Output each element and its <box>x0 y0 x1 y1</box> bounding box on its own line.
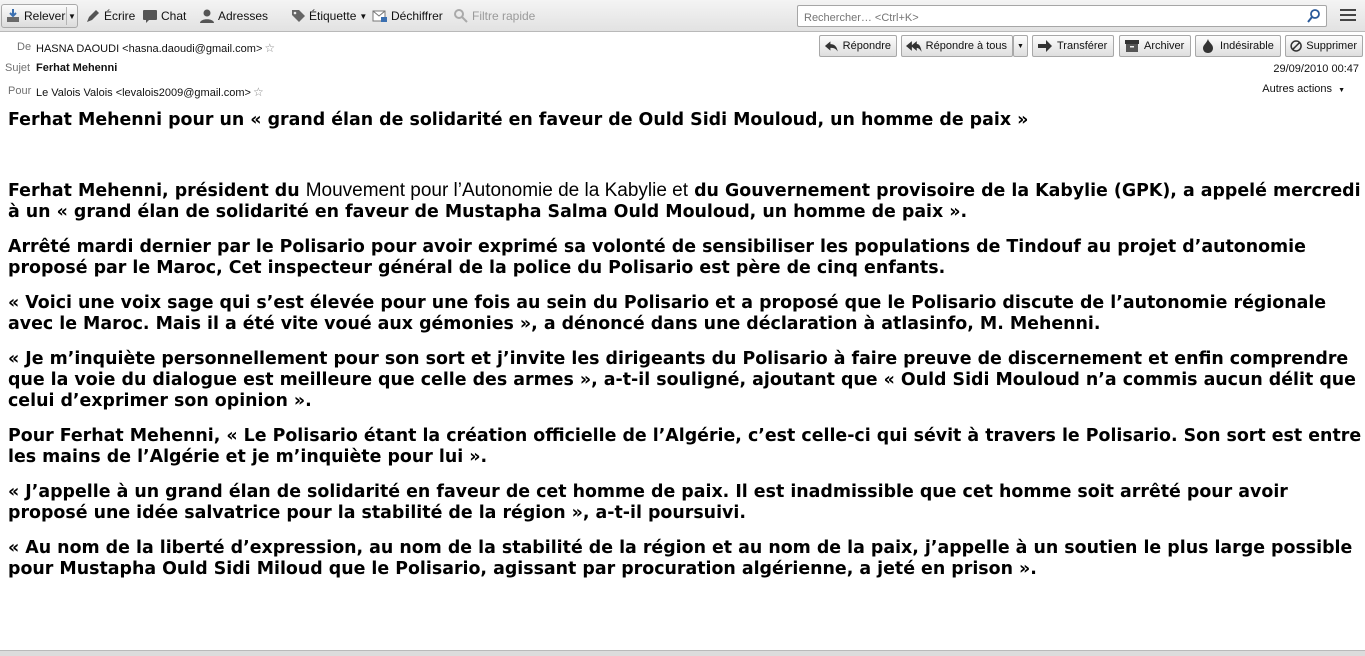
archive-label: Archiver <box>1144 40 1185 52</box>
get-mail-dropdown[interactable] <box>68 5 76 27</box>
reply-label: Répondre <box>842 40 891 52</box>
get-mail-label-group[interactable] <box>5 5 65 27</box>
message-date: 29/09/2010 00:47 <box>1273 63 1359 75</box>
tag-icon <box>290 8 306 24</box>
chat-bubble-icon <box>142 8 158 24</box>
body-paragraph-3: « Voici une voix sage qui s’est élevée pour une fois au sein du Polisario et a proposé que le Polisario discute de l’autonomie régionale avec le Maroc. Mais il a été vite voué aux gémonies », a dénoncé dans une déclaration à atlasinfo, M. Mehenni. <box>8 293 1327 334</box>
body-paragraph-6: « J’appelle à un grand élan de solidarité en faveur de cet homme de paix. Il est inadmissible que cet homme soit arrêté pour avoir proposé une idée salvatrice pour la stabilité de la région », a-t-il poursuivi. <box>8 482 1288 523</box>
other-actions-menu[interactable] <box>1262 83 1345 95</box>
to-label: Pour <box>8 85 32 97</box>
subject-value: Ferhat Mehenni <box>36 62 118 74</box>
body-paragraph-1 <box>8 180 1363 223</box>
from-label: De <box>17 41 32 53</box>
delete-label: Supprimer <box>1306 40 1357 52</box>
download-icon <box>5 8 21 24</box>
tag-button[interactable] <box>290 5 367 27</box>
status-bar <box>0 650 1365 656</box>
forward-arrow-icon <box>1037 38 1053 54</box>
get-mail-separator <box>66 7 67 25</box>
chat-button[interactable] <box>142 5 186 27</box>
flame-icon <box>1200 38 1216 54</box>
reply-all-arrow-icon <box>906 38 922 54</box>
reply-arrow-icon <box>824 38 839 54</box>
write-button[interactable] <box>85 5 135 27</box>
delete-button[interactable] <box>1285 35 1363 57</box>
decrypt-icon <box>372 8 388 24</box>
mak-name-text: Mouvement pour l’Autonomie de la Kabylie et <box>305 180 689 201</box>
quick-filter-label: Filtre rapide <box>472 9 536 23</box>
reply-all-dropdown[interactable] <box>1013 35 1028 57</box>
chevron-down-icon: ▼ <box>1017 42 1024 50</box>
reply-all-label: Répondre à tous <box>925 40 1007 52</box>
quick-filter-button[interactable] <box>453 5 535 27</box>
subject-label: Sujet <box>5 62 31 74</box>
to-field[interactable] <box>36 85 264 99</box>
from-field[interactable] <box>36 41 275 55</box>
search-input[interactable] <box>802 8 1306 28</box>
from-value: HASNA DAOUDI <hasna.daoudi@gmail.com> <box>36 43 263 55</box>
body-paragraph-5: Pour Ferhat Mehenni, « Le Polisario étant la création officielle de l’Algérie, c’est celle-ci qui sévit à travers le Polisario. Son sort est entre les mains de l’Algérie et je m’inquiète pour lui ». <box>8 426 1362 467</box>
archive-button[interactable] <box>1119 35 1191 57</box>
reply-button[interactable] <box>819 35 897 57</box>
reply-all-button[interactable] <box>901 35 1013 57</box>
forward-label: Transférer <box>1057 40 1108 52</box>
to-value: Le Valois Valois <levalois2009@gmail.com> <box>36 87 251 99</box>
message-title: Ferhat Mehenni pour un « grand élan de solidarité en faveur de Ould Sidi Mouloud, un homme de paix » <box>8 110 1029 130</box>
no-entry-icon <box>1290 38 1302 54</box>
message-body <box>8 110 1363 594</box>
junk-button[interactable] <box>1195 35 1281 57</box>
body-paragraph-1-start: Ferhat Mehenni, président du <box>8 181 306 201</box>
body-paragraph-4: « Je m’inquiète personnellement pour son sort et j’invite les dirigeants du Polisario à faire preuve de discernement et enfin comprendre que la voie du dialogue est meilleure que celle des armes », a-t-il souligné, ajoutant que « Ould Sidi Mouloud n’a commis aucun délit que celui d’exprimer son opinion ». <box>8 349 1356 411</box>
decrypt-button[interactable] <box>372 5 443 27</box>
address-book-button[interactable] <box>199 5 268 27</box>
junk-label: Indésirable <box>1220 40 1274 52</box>
body-paragraph-2: Arrêté mardi dernier par le Polisario pour avoir exprimé sa volonté de sensibiliser les populations de Tindouf au projet d’autonomie proposé par le Maroc, Cet inspecteur général de la police du Polisario est père de cinq enfants. <box>8 237 1306 278</box>
search-field[interactable] <box>797 5 1327 27</box>
forward-button[interactable] <box>1032 35 1114 57</box>
message-header <box>0 32 1365 102</box>
star-icon[interactable]: ☆ <box>252 85 264 99</box>
decrypt-label: Déchiffrer <box>391 9 443 23</box>
search-icon[interactable] <box>1307 8 1321 24</box>
other-actions-label: Autres actions <box>1262 83 1332 95</box>
pencil-icon <box>85 8 101 24</box>
main-toolbar <box>0 0 1365 32</box>
chat-label: Chat <box>161 9 187 23</box>
body-paragraph-7: « Au nom de la liberté d’expression, au nom de la stabilité de la région et au nom de la paix, j’appelle à un soutien le plus large possible pour Mustapha Ould Sidi Miloud que le Polisario, agissant par procuration algérienne, a jeté en prison ». <box>8 538 1353 579</box>
archive-box-icon <box>1124 38 1140 54</box>
contacts-icon <box>199 8 215 24</box>
address-book-label: Adresses <box>218 9 269 23</box>
chevron-down-icon: ▼ <box>1338 87 1345 94</box>
get-mail-label: Relever <box>24 9 66 23</box>
chevron-down-icon: ▼ <box>359 11 368 21</box>
write-label: Écrire <box>104 9 136 23</box>
hamburger-menu-icon[interactable] <box>1340 8 1356 22</box>
star-icon[interactable]: ☆ <box>264 41 276 55</box>
tag-label: Étiquette <box>309 9 357 23</box>
magnifier-icon <box>453 8 469 24</box>
body-paragraph-1-end: du Gouvernement provisoire de la Kabylie (GPK), a appelé mercredi à un « grand élan de solidarité en faveur de Mustapha Salma Ould Mouloud, un homme de paix ». <box>8 181 1361 222</box>
chevron-down-icon: ▼ <box>68 11 76 21</box>
